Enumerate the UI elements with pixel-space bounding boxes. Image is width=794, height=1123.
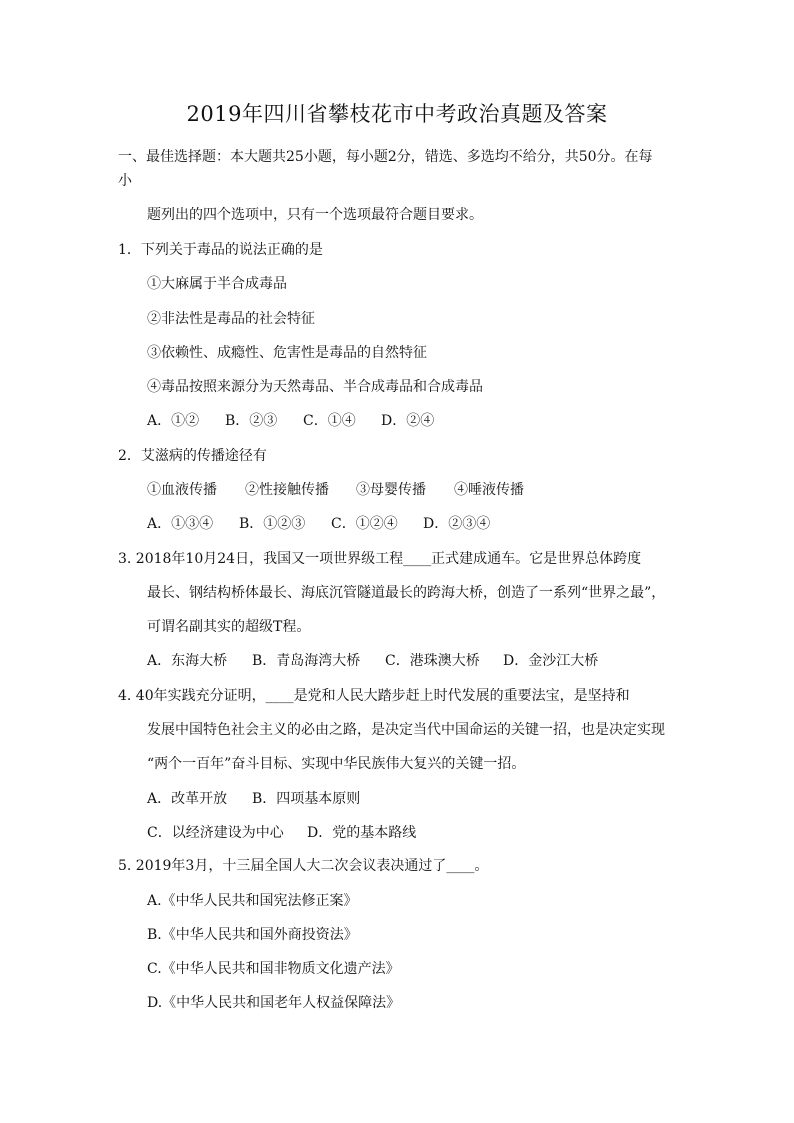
- question-5-stem: 5. 2019年3月，十三届全国人大二次会议表决通过了____。: [118, 858, 489, 874]
- question-4-stem-cont: 发展中国特色社会主义的必由之路，是决定当代中国命运的关键一招，也是决定实现: [147, 722, 665, 738]
- option: B．①②③: [239, 516, 306, 532]
- section-heading: 一、最佳选择题：本大题共25小题，每小题2分，错选、多选均不给分，共50分。在每: [118, 149, 653, 165]
- statement: ④唾液传播: [454, 482, 524, 498]
- statement: ①血液传播: [147, 482, 217, 498]
- option: D．党的基本路线: [307, 825, 417, 841]
- option: D．②④: [381, 413, 435, 429]
- question-2-stem: 2．艾滋病的传播途径有: [118, 448, 267, 464]
- option: A.《中华人民共和国宪法修正案》: [147, 893, 358, 909]
- option: B．②③: [225, 413, 278, 429]
- option: D．②③④: [423, 516, 491, 532]
- question-3-stem-cont: 可谓名副其实的超级T程。: [147, 619, 311, 635]
- option: A．①②: [147, 413, 200, 429]
- question-1-statement: ②非法性是毒品的社会特征: [147, 311, 315, 327]
- section-heading-wrap: 小: [118, 173, 132, 189]
- statement: ③母婴传播: [356, 482, 426, 498]
- option: A．改革开放: [147, 791, 228, 807]
- option: B.《中华人民共和国外商投资法》: [147, 927, 358, 943]
- option: A．①③④: [147, 516, 214, 532]
- question-1-stem: 1．下列关于毒品的说法正确的是: [118, 242, 323, 258]
- question-3-options: [147, 652, 598, 670]
- question-4-options: [147, 790, 360, 808]
- question-1-options: [147, 412, 434, 430]
- option: D.《中华人民共和国老年人权益保障法》: [147, 995, 401, 1011]
- question-1-statement: ①大麻属于半合成毒品: [147, 276, 287, 292]
- option: C.《中华人民共和国非物质文化遗产法》: [147, 961, 400, 977]
- option: C．①④: [303, 413, 356, 429]
- question-1-statement: ④毒品按照来源分为天然毒品、半合成毒品和合成毒品: [147, 379, 483, 395]
- option: C．以经济建设为中心: [147, 825, 284, 841]
- question-2-items: [147, 481, 524, 499]
- section-instruction: 题列出的四个选项中，只有一个选项最符合题目要求。: [147, 207, 483, 223]
- question-4-stem-cont: “两个一百年”奋斗目标、实现中华民族伟大复兴的关键一招。: [147, 756, 526, 772]
- statement: ②性接触传播: [245, 482, 329, 498]
- question-3-stem: 3. 2018年10月24日，我国又一项世界级工程____正式建成通车。它是世界总体跨度: [118, 551, 642, 567]
- question-4-options: [147, 824, 416, 842]
- question-2-options: [147, 515, 490, 533]
- option: D．金沙江大桥: [503, 653, 599, 669]
- option: C．港珠澳大桥: [385, 653, 480, 669]
- question-4-stem: 4. 40年实践充分证明，____是党和人民大踏步赶上时代发展的重要法宝，是坚持和: [118, 688, 630, 704]
- question-3-stem-cont: 最长、钢结构桥体最长、海底沉管隧道最长的跨海大桥，创造了一系列“世界之最”，: [147, 585, 666, 601]
- option: C．①②④: [331, 516, 398, 532]
- page-title: 2019年四川省攀枝花市中考政治真题及答案: [186, 102, 608, 126]
- question-1-statement: ③依赖性、成瘾性、危害性是毒品的自然特征: [147, 345, 427, 361]
- option: B．四项基本原则: [252, 791, 361, 807]
- option: A．东海大桥: [147, 653, 228, 669]
- option: B．青岛海湾大桥: [252, 653, 361, 669]
